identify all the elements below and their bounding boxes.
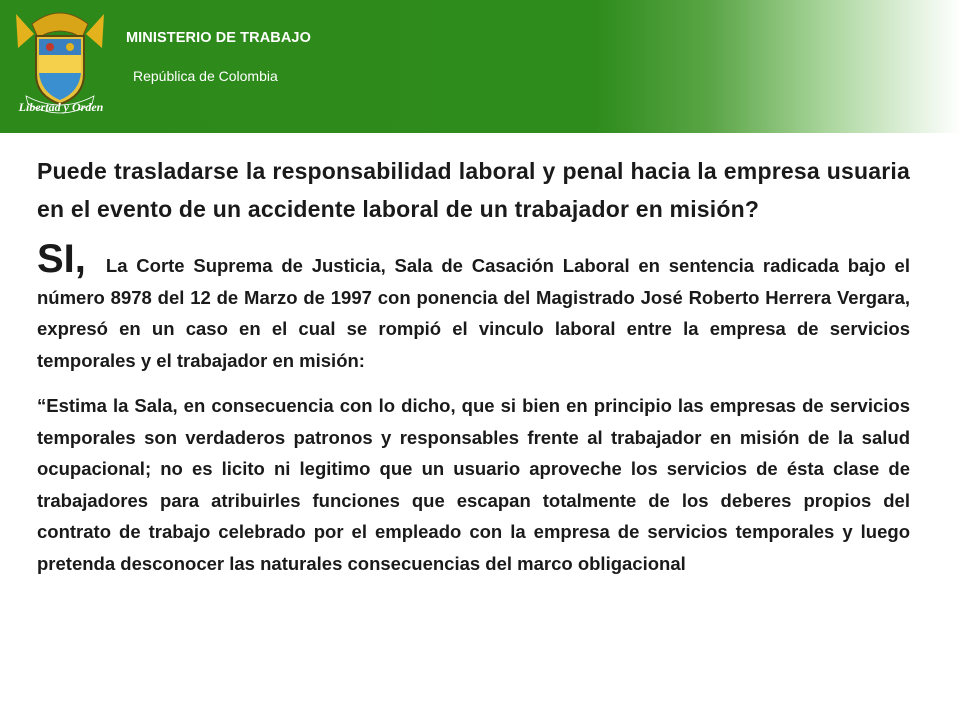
header-banner bbox=[0, 0, 960, 133]
slide-body bbox=[37, 152, 910, 579]
slide-answer bbox=[37, 237, 910, 376]
republic-subtitle: República de Colombia bbox=[133, 68, 278, 84]
ministry-title: MINISTERIO DE TRABAJO bbox=[126, 30, 311, 46]
court-quote: “Estima la Sala, en consecuencia con lo dicho, que si bien en principio las empresas de servicios temporales son verdaderos patronos y responsables frente al trabajador en misión de la salud ocupacional; no es licito ni legitimo que un usuario aproveche los servicios de ésta clase de trabajadores para atribuirles funciones que escapan totalmente de los deberes propios del contrato de trabajo celebrado por el empleado con la empresa de servicios temporales y luego pretenda desconocer las naturales consecuencias del marco obligacional bbox=[37, 395, 910, 574]
answer-lead: SI, bbox=[37, 237, 86, 281]
slide-question: Puede trasladarse la responsabilidad laboral y penal hacia la empresa usuaria en el evento de un accidente laboral de un trabajador en misión? bbox=[37, 158, 910, 222]
answer-body: La Corte Suprema de Justicia, Sala de Casación Laboral en sentencia radicada bajo el número 8978 del 12 de Marzo de 1997 con ponencia del Magistrado José Roberto Herrera Vergara, expresó en un caso en el cual se rompió el vinculo laboral entre la empresa de servicios temporales y el trabajador en misión: bbox=[37, 255, 910, 371]
crest-motto: Libertad y Orden bbox=[18, 100, 104, 114]
